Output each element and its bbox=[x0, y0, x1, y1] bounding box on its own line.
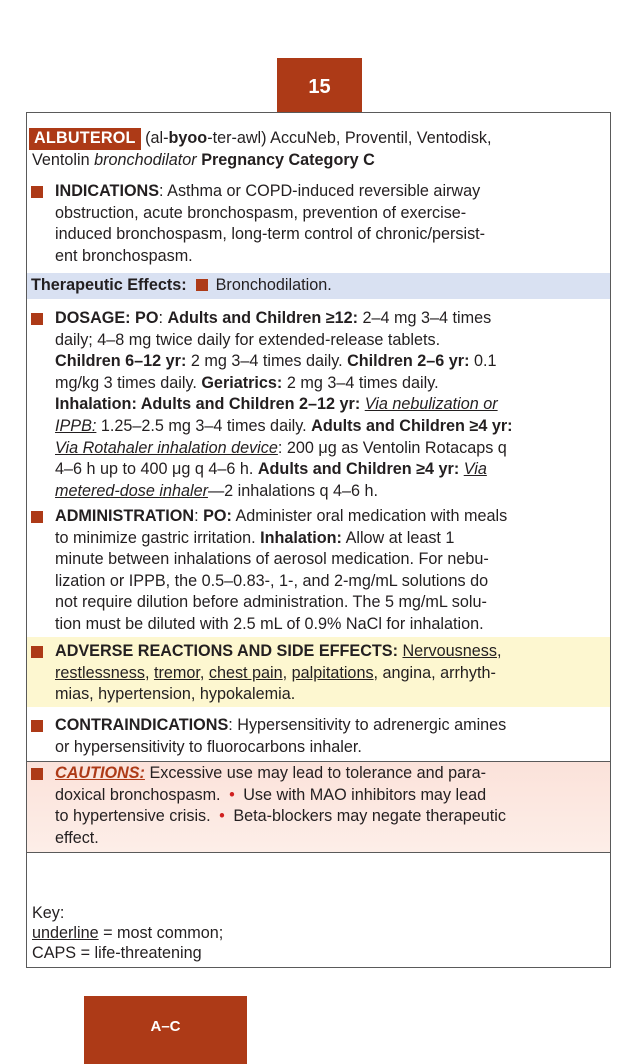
cautions-section: CAUTIONS: Excessive use may lead to tolerance and para- doxical bronchospasm. • Use with MAO inhibitors may lead to hypertensive crisis. • Beta-blockers may negate therapeutic effect. bbox=[27, 762, 610, 852]
therapeutic-label: Therapeutic Effects: bbox=[31, 276, 187, 294]
drug-card: ALBUTEROL (al-byoo-ter-awl) AccuNeb, Proventil, Ventodisk, Ventolin bronchodilator Pregnancy Category C INDICATIONS: Asthma or COPD-induced reversible airway obstruction, acute bronchospasm, prevention of exercise- induced bronchospasm, long-term control of chronic/persist- ent bronchospasm. Therapeutic Effects: Bronchodilation. DOSAGE: PO: Adults and Children ≥12: 2–4 mg 3–4 times daily; 4–8 mg twice daily for extended-release tablets. Children 6–12 yr: 2 mg 3–4 times daily. Children 2–6 yr: 0.1 mg/kg 3 times daily. Geriatrics: 2 mg 3–4 times daily. Inhalation: Adults and Children 2–12 yr: Via nebulization or IPPB: 1.25–2.5 mg 3–4 times daily. Adults and Children ≥4 yr: Via Rotahaler inhalation device: 200 μg as Ventolin Rotacaps q 4–6 h up to 400 μg q 4–6 h. Adults and Children ≥4 yr: Via metered-dose inhaler—2 inhalations q 4–6 h. ADMINISTRATION: PO: Administer oral medication with meals to minimize gastric irritation. Inhalation: Allow at least 1 minute between inhalations of aerosol medication. For nebu- lization or IPPB, the 0.5–0.83-, 1-, and 2-mg/mL solutions do not require dilution before administration. The 5 mg/mL solu- tion must be diluted with 2.5 mL of 0.9% NaCl for inhalation. ADVERSE REACTIONS AND SIDE EFFECTS: Nervousness, restlessness, tremor, chest pain, palpitations, angina, arrhyth- mias, hypertension, hypokalemia. CONTRAINDICATIONS: Hypersensitivity to adrenergic amines or hypersensitivity to fluorocarbons inhaler. CAUTIONS: Excessive use may lead to tolerance and para- doxical bronchospasm. • Use with MAO inhibitors may lead to hypertensive crisis. • Beta-blockers may negate therapeutic effect. Key: underline = most common; CAPS = life-threatening bbox=[26, 112, 611, 968]
key-title: Key: bbox=[32, 904, 65, 922]
bullet-icon: • bbox=[229, 785, 235, 804]
divider bbox=[27, 852, 610, 853]
brand-name-ventolin: Ventolin bbox=[32, 151, 90, 169]
drug-header bbox=[32, 128, 492, 150]
section-bullet-icon bbox=[31, 186, 43, 198]
indications-label: INDICATIONS bbox=[55, 182, 160, 200]
key-underline-sample: underline bbox=[32, 924, 99, 942]
therapeutic-effects-band bbox=[27, 273, 610, 299]
section-bullet-icon bbox=[31, 720, 43, 732]
drug-name: ALBUTEROL bbox=[29, 128, 141, 150]
pregnancy-category: Pregnancy Category C bbox=[201, 151, 375, 169]
key-caps-line: CAPS = life-threatening bbox=[32, 944, 202, 962]
brand-names: AccuNeb, Proventil, Ventodisk, bbox=[270, 129, 492, 147]
bullet-icon: • bbox=[219, 807, 225, 826]
section-bullet-icon bbox=[31, 313, 43, 325]
drug-header-line-2 bbox=[32, 150, 375, 172]
page-number-tab bbox=[277, 58, 362, 112]
legend-key: Key: underline = most common; CAPS = life-threatening bbox=[32, 904, 224, 962]
section-bullet-icon bbox=[31, 511, 43, 523]
therapeutic-text: Bronchodilation. bbox=[215, 276, 332, 294]
page-number: 15 bbox=[308, 76, 331, 98]
cautions-label: CAUTIONS: bbox=[55, 764, 145, 782]
pronunciation: (al-byoo-ter-awl) bbox=[145, 129, 267, 147]
adverse-reactions-section: ADVERSE REACTIONS AND SIDE EFFECTS: Nervousness, restlessness, tremor, chest pain, palpitations, angina, arrhyth- mias, hypertension, hypokalemia. bbox=[27, 637, 610, 707]
section-bullet-icon bbox=[31, 646, 43, 658]
section-tab-label: A–C bbox=[150, 1018, 181, 1035]
section-bullet-icon bbox=[196, 279, 208, 291]
section-tab bbox=[84, 996, 247, 1064]
section-bullet-icon bbox=[31, 768, 43, 780]
drug-class: bronchodilator bbox=[94, 151, 197, 169]
